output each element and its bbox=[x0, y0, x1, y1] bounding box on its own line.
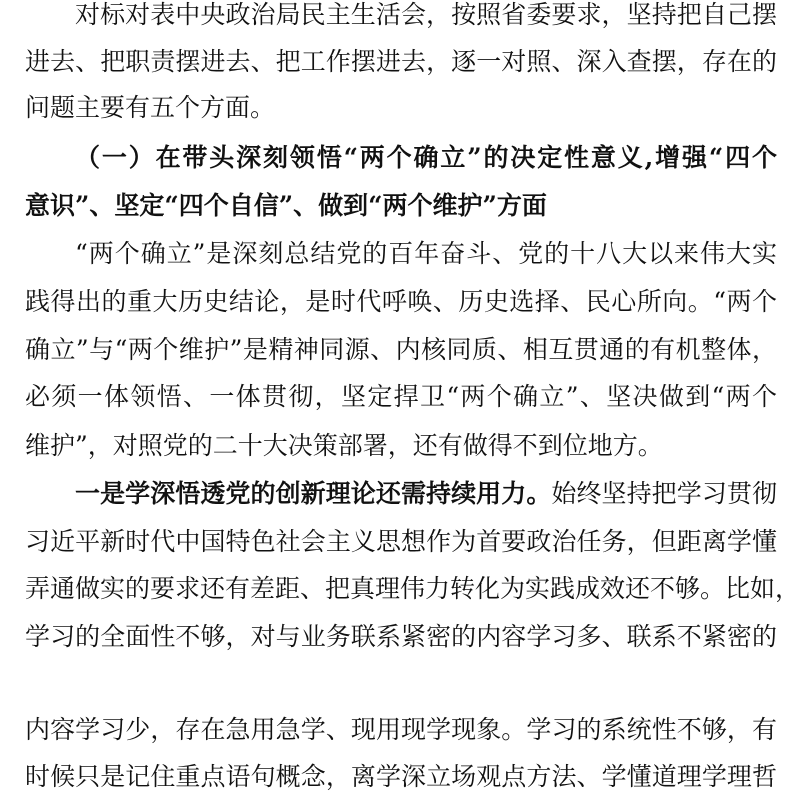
bold-lead-sentence: 一是学深悟透党的创新理论还需持续用力。 bbox=[75, 479, 552, 508]
section-heading-line: 意识”、坚定“四个自信”、做到“两个维护”方面 bbox=[25, 191, 547, 220]
paragraph-line: 维护”，对照党的二十大决策部署，还有做得不到位地方。 bbox=[25, 431, 663, 460]
section-heading-line: （一）在带头深刻领悟“两个确立”的决定性意义,增强“四个 bbox=[75, 143, 777, 172]
paragraph-line: 学习的全面性不够，对与业务联系紧密的内容学习多、联系不紧密的 bbox=[25, 622, 777, 651]
paragraph-line: 对标对表中央政治局民主生活会，按照省委要求，坚持把自己摆 bbox=[75, 0, 777, 29]
paragraph-line: 必须一体领悟、一体贯彻，坚定捍卫“两个确立”、坚决做到“两个 bbox=[25, 382, 777, 411]
paragraph-text: 始终坚持把学习贯彻 bbox=[551, 479, 777, 508]
paragraph-line: 践得出的重大历史结论，是时代呼唤、历史选择、民心所向。“两个 bbox=[25, 287, 777, 316]
paragraph-line: 进去、把职责摆进去、把工作摆进去，逐一对照、深入查摆，存在的 bbox=[25, 47, 777, 76]
paragraph-line: 习近平新时代中国特色社会主义思想作为首要政治任务，但距离学懂 bbox=[25, 527, 777, 556]
paragraph-line: 问题主要有五个方面。 bbox=[25, 93, 276, 122]
paragraph-line: “两个确立”是深刻总结党的百年奋斗、党的十八大以来伟大实 bbox=[75, 239, 777, 268]
paragraph-line bbox=[75, 479, 777, 509]
paragraph-line: 时候只是记住重点语句概念，离学深立场观点方法、学懂道理学理哲 bbox=[25, 762, 777, 791]
paragraph-line: 内容学习少，存在急用急学、现用现学现象。学习的系统性不够，有 bbox=[25, 715, 777, 744]
paragraph-line: 确立”与“两个维护”是精神同源、内核同质、相互贯通的有机整体， bbox=[25, 335, 777, 364]
paragraph-line: 弄通做实的要求还有差距、把真理伟力转化为实践成效还不够。比如， bbox=[25, 574, 800, 603]
